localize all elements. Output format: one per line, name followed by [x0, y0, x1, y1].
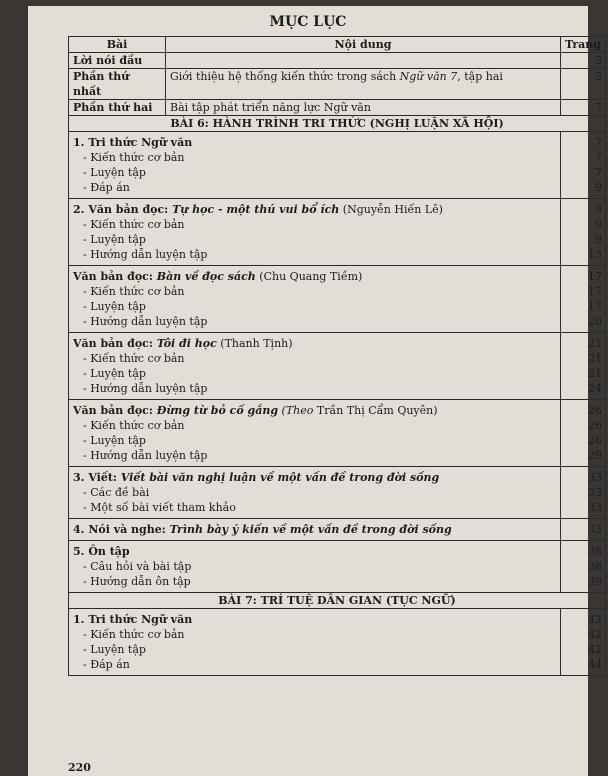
group-title: 1. Tri thức Ngữ văn — [73, 136, 193, 149]
toc-group — [69, 132, 606, 199]
group-content — [69, 467, 561, 519]
group-pages — [561, 400, 606, 467]
row-content — [166, 53, 561, 69]
group-title — [73, 269, 556, 284]
group-pages — [561, 132, 606, 199]
title-prefix: Văn bản đọc: — [73, 270, 157, 283]
group-item: - Luyện tập — [83, 643, 146, 656]
group-item: - Kiến thức cơ bản — [83, 419, 185, 432]
toc-group — [69, 519, 606, 541]
group-item: - Hướng dẫn luyện tập — [83, 248, 208, 261]
group-content — [69, 400, 561, 467]
page-ref: 44 — [588, 658, 602, 671]
group-title — [73, 336, 556, 351]
title-italic: Trình bày ý kiến về một vấn đề trong đời sống — [169, 523, 452, 536]
title-suffix-italic: (Theo — [278, 404, 317, 417]
table-row — [69, 69, 606, 100]
page-ref: 38 — [588, 560, 602, 573]
title-prefix: 4. Nói và nghe: — [73, 523, 170, 536]
table-row — [69, 53, 606, 69]
group-title — [73, 202, 556, 217]
page-ref: 9 — [595, 233, 602, 246]
group-item: - Đáp án — [83, 181, 130, 194]
page-ref: 29 — [588, 449, 602, 462]
group-item: - Đáp án — [83, 658, 130, 671]
group-item: - Kiến thức cơ bản — [83, 285, 185, 298]
page-ref: 33 — [588, 501, 602, 514]
page-ref: 7 — [595, 166, 602, 179]
page-ref: 39 — [588, 575, 602, 588]
title-suffix: (Nguyễn Hiến Lê) — [339, 203, 443, 216]
group-content — [69, 199, 561, 266]
section6-title: BÀI 6: HÀNH TRÌNH TRI THỨC (NGHỊ LUẬN XÃ HỘI) — [69, 116, 606, 132]
page-ref: 17 — [588, 300, 602, 313]
row-bai: Phần thứ hai — [69, 100, 166, 116]
group-item: - Kiến thức cơ bản — [83, 628, 185, 641]
title-italic: Tôi đi học — [156, 337, 217, 350]
row-content-text: Giới thiệu hệ thống kiến thức trong sách — [170, 70, 400, 83]
row-bai: Phần thứ nhất — [69, 69, 166, 100]
group-content — [69, 519, 561, 541]
group-title — [73, 522, 556, 537]
row-page: 7 — [561, 100, 606, 116]
page-ref: 42 — [588, 613, 602, 626]
row-content — [166, 69, 561, 100]
group-title — [73, 470, 556, 485]
page-ref: 9 — [595, 203, 602, 216]
page-ref: 38 — [588, 545, 602, 558]
table-header-row — [69, 37, 606, 53]
group-content — [69, 266, 561, 333]
title-italic: Bàn về đọc sách — [156, 270, 256, 283]
group-item: - Kiến thức cơ bản — [83, 218, 185, 231]
title-italic: Đừng từ bỏ cố gắng — [156, 404, 279, 417]
title-suffix: (Thanh Tịnh) — [216, 337, 293, 350]
group-item: - Một số bài viết tham khảo — [83, 501, 236, 514]
toc-group — [69, 199, 606, 266]
title-suffix: Trần Thị Cẩm Quyên) — [316, 404, 438, 417]
group-item: - Luyện tập — [83, 434, 146, 447]
toc-group — [69, 541, 606, 593]
group-item: - Hướng dẫn luyện tập — [83, 382, 208, 395]
group-pages — [561, 519, 606, 541]
group-content — [69, 333, 561, 400]
group-pages — [561, 333, 606, 400]
page-ref: 26 — [588, 419, 602, 432]
page-ref: 33 — [588, 523, 602, 536]
title-prefix: Văn bản đọc: — [73, 337, 157, 350]
group-title: 5. Ôn tập — [73, 545, 130, 558]
toc-group — [69, 400, 606, 467]
page-ref: 26 — [588, 404, 602, 417]
group-pages — [561, 467, 606, 519]
group-item: - Luyện tập — [83, 367, 146, 380]
page-ref: 42 — [588, 643, 602, 656]
group-item: - Câu hỏi và bài tập — [83, 560, 192, 573]
page-number: 220 — [68, 761, 91, 774]
row-content-italic: Ngữ văn 7 — [399, 70, 458, 83]
book-page — [28, 6, 602, 776]
page-ref: 21 — [588, 352, 602, 365]
page-ref: 24 — [588, 382, 602, 395]
group-item: - Luyện tập — [83, 300, 146, 313]
page-ref: 17 — [588, 270, 602, 283]
group-title: 1. Tri thức Ngữ văn — [73, 613, 193, 626]
group-item: - Luyện tập — [83, 166, 146, 179]
row-page: 5 — [561, 69, 606, 100]
page-title: MỤC LỤC — [269, 14, 347, 30]
group-content — [69, 132, 561, 199]
page-ref: 9 — [595, 218, 602, 231]
group-item: - Hướng dẫn ôn tập — [83, 575, 191, 588]
group-title — [73, 403, 556, 418]
page-ref: 13 — [588, 248, 602, 261]
row-page: 3 — [561, 53, 606, 69]
group-item: - Hướng dẫn luyện tập — [83, 449, 208, 462]
row-bai: Lời nói đầu — [69, 53, 166, 69]
page-ref: 21 — [588, 337, 602, 350]
title-suffix: (Chu Quang Tiềm) — [255, 270, 363, 283]
header-trang: Trang — [561, 37, 606, 53]
page-ref: 7 — [595, 151, 602, 164]
toc-table — [68, 36, 606, 676]
table-row — [69, 100, 606, 116]
row-content: Bài tập phát triển năng lực Ngữ văn — [166, 100, 561, 116]
toc-group — [69, 467, 606, 519]
page-ref: 17 — [588, 285, 602, 298]
title-italic: Viết bài văn nghị luận về một vấn đề trong đời sống — [120, 471, 440, 484]
section-heading — [69, 116, 606, 132]
group-item: - Kiến thức cơ bản — [83, 352, 185, 365]
row-content-tail: , tập hai — [457, 70, 503, 83]
group-pages — [561, 541, 606, 593]
group-content — [69, 541, 561, 593]
title-prefix: 2. Văn bản đọc: — [73, 203, 173, 216]
page-ref: 33 — [588, 471, 602, 484]
title-prefix: Văn bản đọc: — [73, 404, 157, 417]
page-ref: 26 — [588, 434, 602, 447]
page-ref: 33 — [588, 486, 602, 499]
group-pages — [561, 199, 606, 266]
page-ref: 7 — [595, 136, 602, 149]
page-ref: 20 — [588, 315, 602, 328]
group-item: - Hướng dẫn luyện tập — [83, 315, 208, 328]
group-item: - Kiến thức cơ bản — [83, 151, 185, 164]
group-item: - Luyện tập — [83, 233, 146, 246]
group-pages — [561, 609, 606, 676]
toc-group — [69, 333, 606, 400]
header-noi-dung: Nội dung — [166, 37, 561, 53]
header-bai: Bài — [69, 37, 166, 53]
page-ref: 21 — [588, 367, 602, 380]
group-pages — [561, 266, 606, 333]
page-ref: 42 — [588, 628, 602, 641]
toc-group — [69, 609, 606, 676]
section-heading — [69, 593, 606, 609]
section7-title: BÀI 7: TRÍ TUỆ DÂN GIAN (TỤC NGỮ) — [69, 593, 606, 609]
title-prefix: 3. Viết: — [73, 471, 121, 484]
title-italic: Tự học - một thú vui bổ ích — [172, 203, 340, 216]
group-content — [69, 609, 561, 676]
page-ref: 9 — [595, 181, 602, 194]
group-item: - Các đề bài — [83, 486, 150, 499]
toc-group — [69, 266, 606, 333]
